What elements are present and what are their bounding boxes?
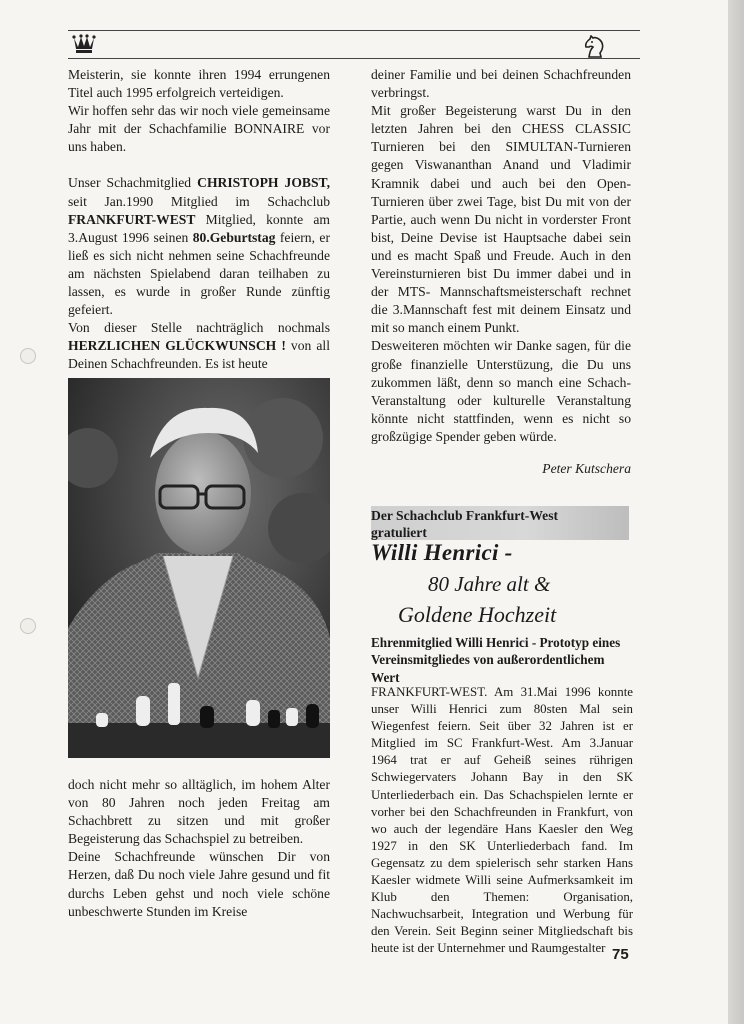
paragraph: FRANKFURT-WEST. Am 31.Mai 1996 konnte unser Willi Henrici zum 80sten Mal sein Wiegenfest feiern. Seit über 32 Jahren ist er Mitglied im SC Frankfurt-West. Am 3.Januar 1964 trat er auf Geheiß seines rührigen Schwiegervaters Johann Bay in den SK Unterliederbach ein. Das Schachspielen lernte er vorher bei den Schachfreunden in Frankfurt, von wo auch der legendäre Hans Kaesler den Weg 1927 in den SK Unterliederbach fand. Im Gegensatz zu dem spielerisch sehr starken Hans Kaesler widmete Willi seine Aufmerksamkeit im Klub den Themen: Organisation, Nachwuchsarbeit, Integration und Werbung für den Verein. Seit Beginn seiner Mitgliedschaft bis heute ist der Unternehmer und Raumgestalter bbox=[371, 685, 633, 956]
next-page-edge bbox=[728, 0, 744, 1024]
author-signature: Peter Kutschera bbox=[542, 460, 631, 476]
article-subtitle: Ehrenmitglied Willi Henrici - Prototyp eines Vereinsmitgliedes von außerordentlichem Wert bbox=[371, 635, 621, 685]
script-line-age: 80 Jahre alt & bbox=[428, 572, 551, 596]
right-column-top bbox=[371, 66, 631, 478]
jobst-paragraph: Unser Schachmitglied CHRISTOPH JOBST, seit Jan.1990 Mitglied im Schachclub FRANKFURT-WEST Mitglied, konnte am 3.August 1996 seinen 80.Geburtstag feiern, er ließ es sich nicht nehmen seine Schachfreunde am nächsten Spielabend daran teilhaben zu lassen, es wurde in großer Runde zünftig gefeiert. bbox=[68, 175, 330, 318]
member-name: CHRISTOPH JOBST, bbox=[197, 175, 330, 191]
article-body bbox=[371, 684, 633, 958]
header-rule-top bbox=[68, 30, 640, 31]
congrats-paragraph: Von dieser Stelle nachträglich nochmals HERZLICHEN GLÜCKWUNSCH ! von all Deinen Schachfreunden. Es ist heute bbox=[68, 320, 330, 372]
paragraph: Desweiteren möchten wir Danke sagen, für die große finanzielle Unterstüzung, die Du uns zukommen läßt, denn so manch eine Schach-Veranstaltung oder kulturelle Veranstaltung könnte nicht stattfinden, wenn es nicht so großzügige Spender geben würde. bbox=[371, 338, 631, 444]
banner-text: Der Schachclub Frankfurt-West gratuliert bbox=[371, 508, 559, 540]
paragraph: deiner Familie und bei deinen Schachfreunden verbringst. bbox=[371, 67, 631, 101]
paragraph: doch nicht mehr so alltäglich, im hohem Alter von 80 Jahren noch jeden Freitag am Schachbrett zu sitzen und mit großer Begeisterung das Schachspiel zu betreiben. bbox=[68, 777, 330, 847]
crown-icon bbox=[72, 32, 96, 54]
club-name: FRANKFURT-WEST bbox=[68, 211, 196, 227]
honoree-name: Willi Henrici - bbox=[371, 540, 513, 565]
knight-icon bbox=[582, 35, 608, 59]
left-column-bottom bbox=[68, 776, 330, 921]
punch-hole-lower bbox=[20, 618, 36, 634]
portrait-photo bbox=[68, 378, 330, 758]
punch-hole-upper bbox=[20, 348, 36, 364]
left-column-top bbox=[68, 66, 330, 374]
congrats-text: HERZLICHEN GLÜCKWUNSCH ! bbox=[68, 338, 286, 354]
paragraph: Deine Schachfreunde wünschen Dir von Herzen, daß Du noch viele Jahre gesund und fit durchs Leben gehst und noch viele schöne unbeschwerte Stunden im Kreise bbox=[68, 849, 330, 919]
page-number: 75 bbox=[612, 946, 629, 963]
paragraph: Meisterin, sie konnte ihren 1994 errungenen Titel auch 1995 erfolgreich verteidigen. bbox=[68, 67, 330, 101]
header-rule-bottom bbox=[68, 58, 640, 59]
script-line-wedding: Goldene Hochzeit bbox=[398, 602, 557, 627]
paragraph: Wir hoffen sehr das wir noch viele gemeinsame Jahr mit der Schachfamilie BONNAIRE vor uns haben. bbox=[68, 103, 330, 155]
paragraph: Mit großer Begeisterung warst Du in den letzten Jahren bei den CHESS CLASSIC Turnieren bei den SIMULTAN-Turnieren gegen Viswananthan Anand und Vladimir Kramnik dabei und auch bei den Open-Turnieren über zwei Tage, bist Du mit von der Partie, auch wenn Du nicht in vorderster Front bist, Deine Devise ist Hauptsache dabei sein und es macht Spaß und Freude. Auch in den Vereinsturnieren bist Du immer dabei und in der MTS- Mannschaftsmeisterschaft rechnet die 3.Mannschaft fest mit deinem Einsatz und mit so manch einem Punkt. bbox=[371, 103, 631, 336]
birthday-label: 80.Geburtstag bbox=[192, 229, 276, 245]
